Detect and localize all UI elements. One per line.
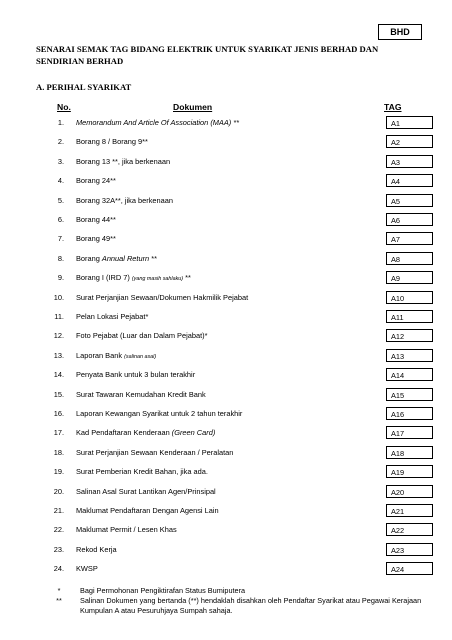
document-name <box>76 174 376 188</box>
document-name-part: Borang 49** <box>76 234 116 244</box>
document-name-part: Penyata Bank untuk 3 bulan terakhir <box>76 370 196 380</box>
company-type-badge: BHD <box>378 24 422 40</box>
tag-box: A5 <box>386 194 433 207</box>
document-name-part: Memorandum And Article Of Association (MAA) ** <box>76 118 240 127</box>
row-number: 17. <box>53 428 64 438</box>
table-row <box>0 426 452 440</box>
row-number: 24. <box>53 564 64 574</box>
tag-box: A13 <box>386 349 433 362</box>
document-title: SENARAI SEMAK TAG BIDANG ELEKTRIK UNTUK SYARIKAT JENIS BERHAD DAN SENDIRIAN BERHAD <box>36 44 379 66</box>
table-row <box>0 174 452 188</box>
row-number: 13. <box>53 350 64 360</box>
document-name-part: (yang masih sahlaku) <box>131 276 184 283</box>
table-row <box>0 194 452 208</box>
document-name <box>76 232 376 246</box>
document-name-part: Surat Tawaran Kemudahan Kredit Bank <box>76 389 206 399</box>
document-name-part: KWSP <box>76 564 98 574</box>
row-number: 21. <box>53 506 64 515</box>
tag-box: A11 <box>386 310 433 323</box>
tag-box: A8 <box>386 252 433 265</box>
tag-box: A2 <box>386 135 433 148</box>
row-number: 8. <box>57 253 64 263</box>
table-row <box>0 252 452 266</box>
document-name-part: Foto Pejabat (Luar dan Dalam Pejabat)* <box>76 331 208 341</box>
tag-box: A22 <box>386 523 433 536</box>
table-row <box>0 310 452 324</box>
row-number: 12. <box>53 331 64 341</box>
document-name-part: Borang 13 **, jika berkenaan <box>76 156 171 166</box>
footnote-text: Bagi Permohonan Pengiktirafan Status Bumiputera <box>80 586 246 595</box>
footnote-mark: * <box>57 586 61 595</box>
tag-box: A16 <box>386 407 433 420</box>
table-row <box>0 116 452 130</box>
document-name <box>76 271 376 286</box>
document-name-part: Maklumat Pendaftaran Dengan Agensi Lain <box>76 506 219 515</box>
tag-box: A7 <box>386 232 433 245</box>
tag-box: A9 <box>386 271 433 284</box>
document-name-part: Annual Return <box>101 253 150 263</box>
document-name <box>76 329 376 343</box>
document-name-part: Borang I (IRD 7) <box>76 273 132 283</box>
table-row <box>0 368 452 382</box>
document-name <box>76 446 376 460</box>
table-row <box>0 213 452 227</box>
row-number: 6. <box>57 215 64 224</box>
section-heading: A. PERIHAL SYARIKAT <box>36 82 132 92</box>
document-name-part: ** <box>149 253 157 263</box>
table-row <box>0 523 452 537</box>
tag-box: A19 <box>386 465 433 478</box>
table-row <box>0 543 452 557</box>
row-number: 4. <box>57 176 64 186</box>
row-number: 3. <box>57 156 64 166</box>
footnote <box>48 596 438 616</box>
row-number: 22. <box>53 525 64 535</box>
document-name <box>76 310 376 324</box>
document-name <box>76 155 376 169</box>
document-name <box>76 194 376 208</box>
table-row <box>0 465 452 479</box>
table-row <box>0 485 452 499</box>
table-row <box>0 504 452 518</box>
tag-box: A14 <box>386 368 433 381</box>
document-name-part: ** <box>183 273 191 283</box>
table-row <box>0 232 452 246</box>
document-name-part: Surat Pemberian Kredit Bahan, jika ada. <box>76 467 208 477</box>
document-name-part: (salinan asal) <box>124 353 157 360</box>
document-name <box>76 562 376 576</box>
tag-box: A4 <box>386 174 433 187</box>
document-name-part: (Green Card) <box>171 428 216 438</box>
table-row <box>0 407 452 421</box>
tag-box: A12 <box>386 329 433 342</box>
table-row <box>0 329 452 343</box>
tag-box: A18 <box>386 446 433 459</box>
tag-box: A17 <box>386 426 433 439</box>
row-number: 5. <box>57 195 64 205</box>
document-name-part: Borang <box>76 253 102 263</box>
document-name-part: Laporan Bank <box>76 350 125 360</box>
document-name-part: Kad Pendaftaran Kenderaan <box>76 428 172 438</box>
document-name <box>76 523 376 537</box>
document-name <box>76 368 376 382</box>
document-name-part: Borang 44** <box>76 215 116 224</box>
row-number: 11. <box>54 312 64 321</box>
row-number: 23. <box>53 544 64 554</box>
tag-box: A23 <box>386 543 433 556</box>
table-row <box>0 155 452 169</box>
footnote-mark: ** <box>56 596 62 605</box>
row-number: 14. <box>53 370 64 380</box>
table-row <box>0 271 452 285</box>
document-name <box>76 135 376 149</box>
document-name <box>76 388 376 402</box>
document-name <box>76 349 376 364</box>
table-row <box>0 446 452 460</box>
footnotes <box>48 586 438 616</box>
tag-box: A24 <box>386 562 433 575</box>
document-name-part: Maklumat Permit / Lesen Khas <box>76 525 177 535</box>
footnote <box>48 586 438 596</box>
tag-box: A1 <box>386 116 433 129</box>
row-number: 19. <box>53 467 64 477</box>
column-header-no: No. <box>57 102 71 112</box>
row-number: 18. <box>53 447 64 457</box>
row-number: 2. <box>57 137 64 147</box>
table-row <box>0 562 452 576</box>
row-number: 15. <box>53 389 64 399</box>
row-number: 20. <box>53 486 64 496</box>
row-number: 1. <box>57 118 64 127</box>
tag-box: A10 <box>386 291 433 304</box>
tag-box: A6 <box>386 213 433 226</box>
document-name <box>76 543 376 557</box>
document-name <box>76 465 376 479</box>
document-name <box>76 116 376 130</box>
footnote-text: Salinan Dokumen yang bertanda (**) hendaklah disahkan oleh Pendaftar Syarikat atau Pegawai Kerajaan Kumpulan A atau Pesuruhjaya Sumpah sahaja. <box>80 596 422 615</box>
row-number: 7. <box>57 234 64 244</box>
table-row <box>0 349 452 363</box>
document-name-part: Borang 24** <box>76 176 116 186</box>
document-name <box>76 213 376 227</box>
column-header-tag: TAG <box>384 102 402 112</box>
tag-box: A3 <box>386 155 433 168</box>
document-name-part: Laporan Kewangan Syarikat untuk 2 tahun terakhir <box>76 409 243 418</box>
document-name-part: Surat Perjanjian Sewaan/Dokumen Hakmilik Pejabat <box>76 292 249 302</box>
document-name <box>76 426 376 440</box>
document-name <box>76 291 376 305</box>
row-number: 10. <box>53 292 64 302</box>
row-number: 16. <box>53 409 64 418</box>
document-name-part: Salinan Asal Surat Lantikan Agen/Prinsipal <box>76 486 216 496</box>
document-name <box>76 504 376 518</box>
tag-box: A21 <box>386 504 433 517</box>
tag-box: A20 <box>386 485 433 498</box>
document-name <box>76 485 376 499</box>
document-name <box>76 407 376 421</box>
document-name-part: Pelan Lokasi Pejabat* <box>76 312 149 321</box>
table-row <box>0 135 452 149</box>
table-row <box>0 388 452 402</box>
document-name-part: Rekod Kerja <box>76 544 117 554</box>
document-name-part: Borang 32A**, jika berkenaan <box>76 195 173 205</box>
column-header-document: Dokumen <box>173 102 213 112</box>
document-name-part: Surat Perjanjian Sewaan Kenderaan / Peralatan <box>76 447 234 457</box>
tag-box: A15 <box>386 388 433 401</box>
document-name <box>76 252 376 266</box>
row-number: 9. <box>57 273 64 283</box>
table-row <box>0 291 452 305</box>
document-name-part: Borang 8 / Borang 9** <box>76 137 148 147</box>
